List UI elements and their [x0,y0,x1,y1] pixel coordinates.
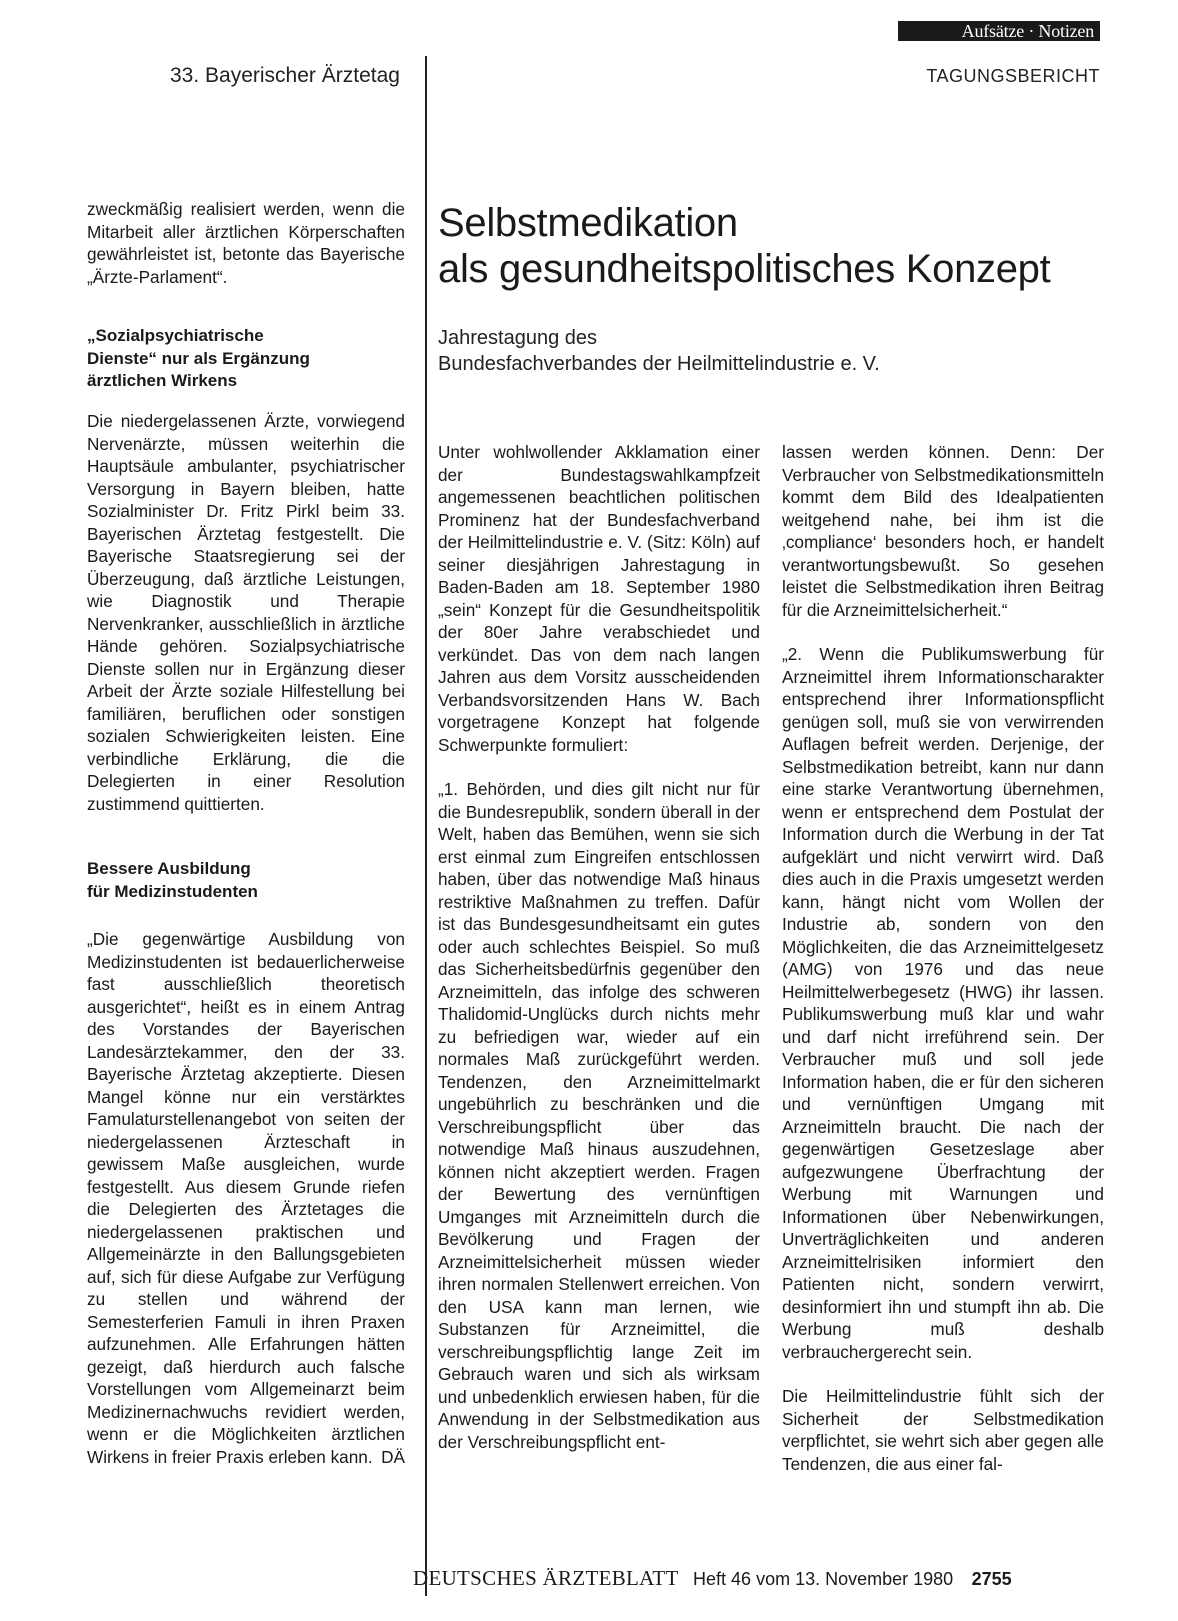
middle-column [438,441,760,1453]
section-heading: Bessere Ausbildung für Medizinstudenten [87,859,258,901]
article-subtitle-line: Bundesfachverbandes der Heilmittelindustrie e. V. [438,353,880,375]
body-paragraph: „1. Behörden, und dies gilt nicht nur für die Bundesrepublik, sondern überall in der Welt, haben das Bemühen, wenn sie sich erst einmal zum Eingreifen entschlossen haben, über das notwendige Maß hinaus restriktive Maßnahmen zu treffen. Dafür ist das Bundesgesundheitsamt ein gutes oder auch schlechtes Beispiel. So muß das Sicherheitsbedürfnis gegenüber den Arzneimitteln, das infolge des schweren Thalidomid-Unglücks durch nichts mehr zu befriedigen war, wieder auf ein normales Maß zurückgeführt werden. Tendenzen, den Arzneimittelmarkt ungebührlich zu beschränken und die Verschreibungspflicht über das notwendige Maß hinaus auszudehnen, können nicht akzeptiert werden. Fragen der Bewertung des vernünftigen Umganges mit Arzneimitteln durch die Bevölkerung und Fragen der Arzneimittelsicherheit müssen wieder ihren normalen Stellenwert erreichen. Von den USA kann man lernen, wie Substanzen für Arzneimittel, die verschreibungspflichtig lange Zeit im Gebrauch waren und sich als wirksam und unbedenklich erwiesen haben, für die Anwendung in der Selbstmedikation aus der Verschreibungspflicht ent- [438,779,760,1452]
left-intro-paragraph: zweckmäßig realisiert werden, wenn die Mitarbeit aller ärztlichen Körperschaften gewährleistet ist, betonte das Bayerische „Ärzte-Parlament“. [87,199,405,287]
body-paragraph: „Die gegenwärtige Ausbildung von Medizinstudenten ist bedauerlicherweise fast ausschließlich theoretisch ausgerichtet“, heißt es in einem Antrag des Vorstandes der Bayerischen Landesärztekammer, den der 33. Bayerische Ärztetag akzeptierte. Diesen Mangel könne nur ein verstärktes Famulaturstellenangebot von seiten der niedergelassenen Ärzteschaft in gewissem Maße ausgleichen, wurde festgestellt. Aus diesem Grunde riefen die Delegierten des Ärztetages die niedergelassenen praktischen und Allgemeinärzte in den Ballungsgebieten auf, sich für diese Aufgabe zur Verfügung zu stellen und während der Semesterferien Famuli in ihren Praxen aufzunehmen. Alle Erfahrungen hätten gezeigt, daß hierdurch auch falsche Vorstellungen vom Allgemeinarzt beim Medizinernachwuchs revidiert werden, wenn er die Möglichkeiten ärztlichen Wirkens in freier Praxis erleben kann. DÄ [87,929,405,1467]
left-heading-2 [87,858,405,903]
article-title [438,200,1138,292]
column-divider [425,56,427,1596]
left-paragraph-1 [87,410,405,815]
left-paragraph-2 [87,928,405,1468]
author-signature: DÄ [381,1446,405,1467]
article-title-line: als gesundheitspolitisches Konzept [438,247,1051,291]
body-paragraph: Unter wohlwollender Akklamation einer der Bundestagswahlkampfzeit angemessenen beachtlichen politischen Prominenz hat der Bundesfachverband der Heilmittelindustrie e. V. (Sitz: Köln) auf seiner diesjährigen Jahrestagung in Baden-Baden am 18. September 1980 „sein“ Konzept für die Gesundheitspolitik der 80er Jahre verabschiedet und verkündet. Das von dem nach langen Jahren aus dem Vorsitz ausscheidenden Verbandsvorsitzenden Hans W. Bach vorgetragene Konzept hat folgende Schwerpunkte formuliert: [438,442,760,755]
journal-name: DEUTSCHES ÄRZTEBLATT [413,1566,679,1590]
running-header-right: TAGUNGSBERICHT [926,66,1100,86]
section-heading: „Sozialpsychiatrische Dienste“ nur als Ergänzung ärztlichen Wirkens [87,326,310,390]
section-badge: Aufsätze · Notizen [898,21,1100,41]
article-subtitle [438,325,1138,377]
page-number: 2755 [971,1569,1012,1589]
body-paragraph: lassen werden können. Denn: Der Verbraucher von Selbstmedikationsmitteln kommt dem Bild des Idealpatienten weitgehend nahe, bei ihm ist die ‚compliance‘ besonders hoch, er handelt verantwortungsbewußt. So gesehen leistet die Selbstmedikation ihren Beitrag für die Arzneimittelsicherheit.“ [782,442,1104,620]
article-title-line: Selbstmedikation [438,201,738,245]
page-footer [413,1566,1012,1591]
left-heading-1 [87,325,405,393]
right-column [782,441,1104,1475]
issue-info: Heft 46 vom 13. November 1980 [693,1569,954,1589]
body-paragraph: Die niedergelassenen Ärzte, vorwiegend Nervenärzte, müssen weiterhin die Hauptsäule ambulanter, psychiatrischer Versorgung in Bayern bleiben, hatte Sozialminister Dr. Fritz Pirkl beim 33. Bayerischen Ärztetag festgestellt. Die Bayerische Staatsregierung sei der Überzeugung, daß ärztliche Leistungen, wie Diagnostik und Therapie Nervenkranker, ausschließlich in ärztliche Hände gehören. Sozialpsychiatrische Dienste sollen nur in Ergänzung dieser Arbeit der Ärzte soziale Hilfestellung bei familiären, beruflichen oder sonstigen sozialen Schwierigkeiten leisten. Eine verbindliche Erklärung, die die Delegierten in einer Resolution zustimmend quittierten. [87,411,405,814]
article-subtitle-line: Jahrestagung des [438,327,598,349]
body-paragraph: Die Heilmittelindustrie fühlt sich der Sicherheit der Selbstmedikation verpflichtet, sie wehrt sich aber gegen alle Tendenzen, die aus einer fal- [782,1386,1104,1474]
left-intro [87,198,405,288]
running-header-left: 33. Bayerischer Ärztetag [170,64,400,87]
body-paragraph: „2. Wenn die Publikumswerbung für Arzneimittel ihrem Informationscharakter entsprechend ihrer Informationspflicht genügen soll, muß sie von verwirrenden Auflagen befreit werden. Derjenige, der Selbstmedikation betreibt, kann nur dann eine starke Verantwortung übernehmen, wenn er entsprechend dem Postulat der Information durch die Werbung in der Tat aufgeklärt und nicht verwirrt wird. Daß dies auch in die Praxis umgesetzt werden kann, hängt nicht vom Wollen der Industrie ab, sondern von den Möglichkeiten, die das Arzneimittelgesetz (AMG) von 1976 und das neue Heilmittelwerbegesetz (HWG) ihr lassen. Publikumswerbung muß klar und wahr und darf nicht irreführend sein. Der Verbraucher muß und soll jede Information haben, die er für den sicheren und vernünftigen Umgang mit Arzneimitteln braucht. Die nach der gegenwärtigen Gesetzeslage aber aufgezwungene Überfrachtung der Werbung mit Warnungen und Informationen über Nebenwirkungen, Unverträglichkeiten und anderen Arzneimittelrisiken informiert den Patienten nicht, sondern verwirrt, desinformiert ihn und stumpft ihn ab. Die Werbung muß deshalb verbrauchergerecht sein. [782,644,1104,1362]
